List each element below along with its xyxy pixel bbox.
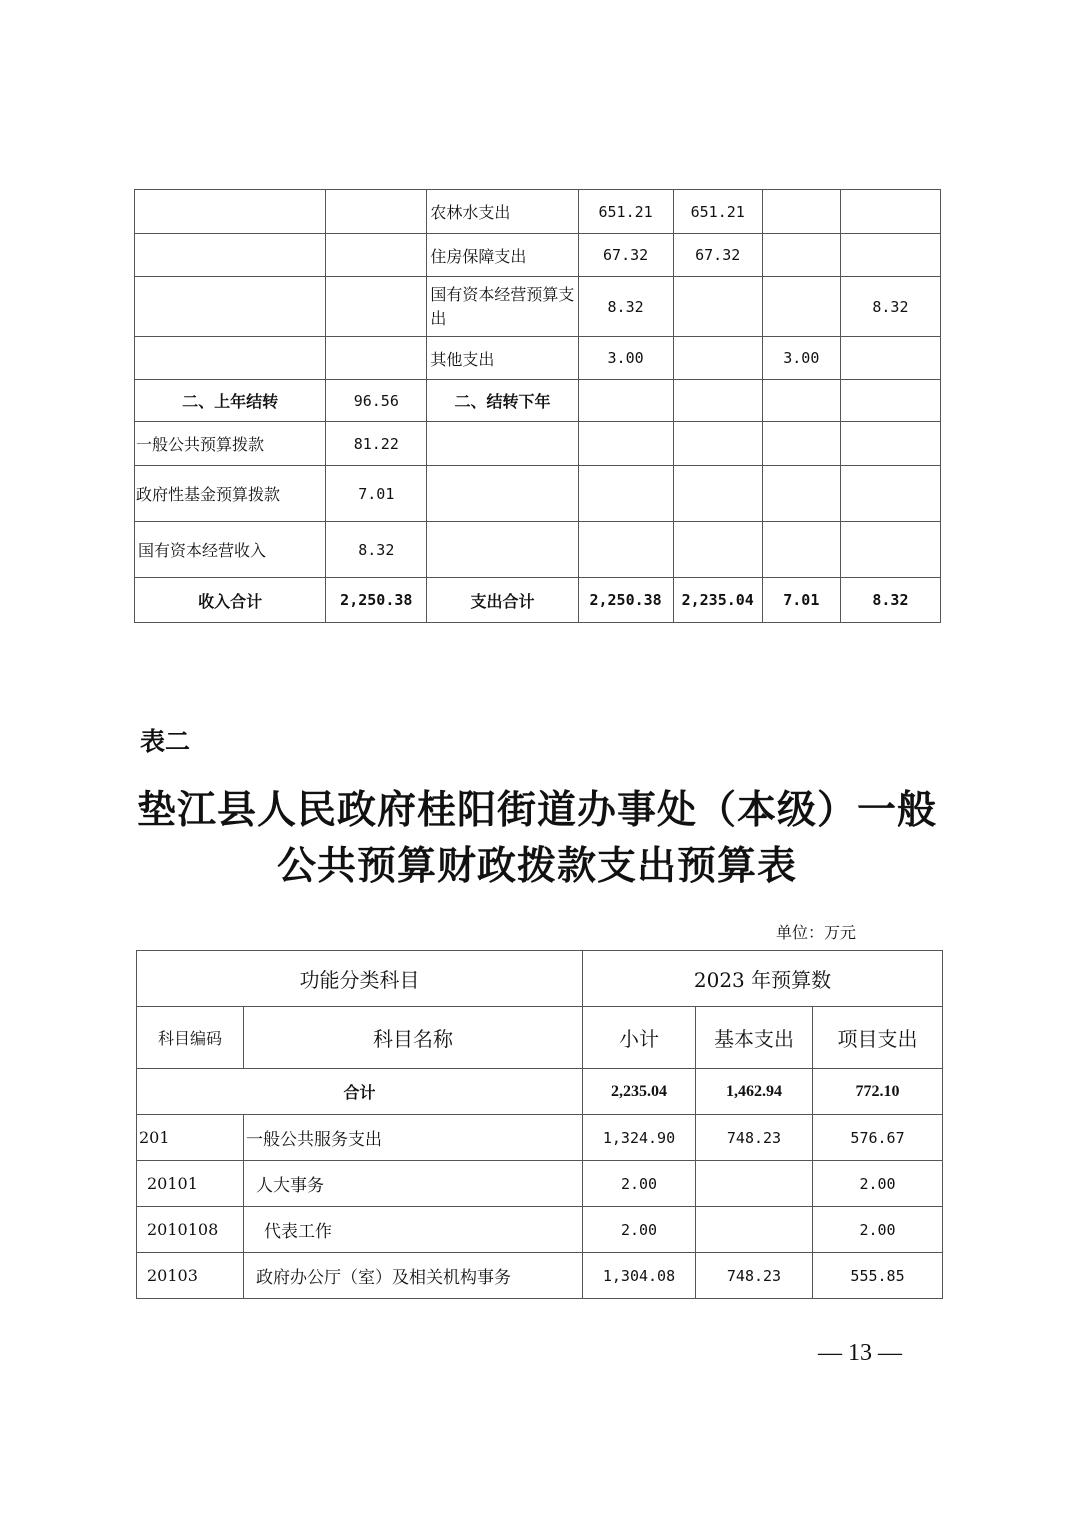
row-project: 2.00 (813, 1207, 943, 1253)
table-cell: 其他支出 (427, 337, 578, 380)
table-cell: 住房保障支出 (427, 234, 578, 277)
row-basic (696, 1207, 813, 1253)
total-label: 合计 (137, 1069, 583, 1115)
table-row (137, 1207, 943, 1253)
table-cell (840, 190, 940, 234)
table-cell: 8.32 (840, 277, 940, 337)
table-cell: 国有资本经营收入 (135, 522, 326, 578)
header-row-group (137, 951, 943, 1007)
table-cell (762, 277, 840, 337)
table-cell (840, 522, 940, 578)
table-cell: 2,235.04 (673, 578, 762, 623)
table-cell (840, 234, 940, 277)
row-name: 代表工作 (244, 1207, 583, 1253)
table-cell: 8.32 (326, 522, 427, 578)
table-cell: 二、结转下年 (427, 380, 578, 422)
row-code: 2010108 (137, 1207, 244, 1253)
title-line-1: 垫江县人民政府桂阳街道办事处（本级）一般 (136, 787, 937, 833)
budget-expenditure-table (136, 950, 943, 1299)
table-cell (135, 337, 326, 380)
table-cell (578, 422, 673, 466)
table-cell (762, 380, 840, 422)
table-cell (673, 522, 762, 578)
header-name: 科目名称 (244, 1007, 583, 1069)
table-cell (326, 190, 427, 234)
header-row-columns (137, 1007, 943, 1069)
table-cell (673, 380, 762, 422)
row-name: 政府办公厅（室）及相关机构事务 (244, 1253, 583, 1299)
row-project: 555.85 (813, 1253, 943, 1299)
table-cell: 67.32 (673, 234, 762, 277)
total-subtotal: 2,235.04 (583, 1069, 696, 1115)
table-row-total (137, 1069, 943, 1115)
table-cell: 2,250.38 (326, 578, 427, 623)
row-name: 一般公共服务支出 (244, 1115, 583, 1161)
table-cell: 96.56 (326, 380, 427, 422)
table-cell (840, 466, 940, 522)
table-row (135, 466, 941, 522)
table-cell (135, 277, 326, 337)
total-basic: 1,462.94 (696, 1069, 813, 1115)
table-cell: 651.21 (578, 190, 673, 234)
table-cell (840, 380, 940, 422)
total-project: 772.10 (813, 1069, 943, 1115)
table-cell (762, 522, 840, 578)
table-cell: 651.21 (673, 190, 762, 234)
table-cell (326, 337, 427, 380)
row-code: 20103 (137, 1253, 244, 1299)
table-cell: 67.32 (578, 234, 673, 277)
page-title (120, 782, 954, 894)
table-cell (578, 522, 673, 578)
table-cell (673, 277, 762, 337)
table-row (135, 337, 941, 380)
title-line-2: 公共预算财政拨款支出预算表 (276, 843, 797, 889)
table-cell (427, 422, 578, 466)
table-cell: 7.01 (326, 466, 427, 522)
header-code: 科目编码 (137, 1007, 244, 1069)
row-subtotal: 1,304.08 (583, 1253, 696, 1299)
table-row-total (135, 578, 941, 623)
table-cell (673, 337, 762, 380)
table-cell: 农林水支出 (427, 190, 578, 234)
table-cell: 政府性基金预算拨款 (135, 466, 326, 522)
table-cell: 3.00 (762, 337, 840, 380)
table-cell (762, 190, 840, 234)
table-cell: 一般公共预算拨款 (135, 422, 326, 466)
table-cell (840, 337, 940, 380)
header-basic: 基本支出 (696, 1007, 813, 1069)
table-cell (762, 234, 840, 277)
income-expense-table (134, 189, 941, 623)
table-cell (578, 466, 673, 522)
table-row (135, 380, 941, 422)
table-row (135, 422, 941, 466)
table-cell: 7.01 (762, 578, 840, 623)
table-cell (762, 466, 840, 522)
header-budget-year: 2023 年预算数 (583, 951, 943, 1007)
table-cell (326, 277, 427, 337)
table-cell: 8.32 (840, 578, 940, 623)
header-functional-category: 功能分类科目 (137, 951, 583, 1007)
row-basic: 748.23 (696, 1115, 813, 1161)
table-cell: 81.22 (326, 422, 427, 466)
row-basic: 748.23 (696, 1253, 813, 1299)
table-cell: 收入合计 (135, 578, 326, 623)
table-row (137, 1253, 943, 1299)
table-cell (840, 422, 940, 466)
table-cell (427, 522, 578, 578)
table-cell (427, 466, 578, 522)
table-row (135, 277, 941, 337)
table-cell (326, 234, 427, 277)
table-label: 表二 (140, 727, 191, 756)
unit-note: 单位：万元 (776, 923, 857, 942)
page-number: — 13 — (818, 1340, 902, 1366)
table-cell: 国有资本经营预算支出 (427, 277, 578, 337)
row-code: 201 (137, 1115, 244, 1161)
table-cell: 2,250.38 (578, 578, 673, 623)
table-cell (135, 234, 326, 277)
row-project: 576.67 (813, 1115, 943, 1161)
row-project: 2.00 (813, 1161, 943, 1207)
table-row (135, 234, 941, 277)
table-row (135, 190, 941, 234)
row-name: 人大事务 (244, 1161, 583, 1207)
table-cell (673, 466, 762, 522)
row-code: 20101 (137, 1161, 244, 1207)
row-subtotal: 1,324.90 (583, 1115, 696, 1161)
row-subtotal: 2.00 (583, 1207, 696, 1253)
table-cell (762, 422, 840, 466)
table-cell (135, 190, 326, 234)
table-cell (673, 422, 762, 466)
table-cell: 3.00 (578, 337, 673, 380)
header-subtotal: 小计 (583, 1007, 696, 1069)
table-cell: 支出合计 (427, 578, 578, 623)
table-row (137, 1161, 943, 1207)
row-subtotal: 2.00 (583, 1161, 696, 1207)
table-cell (578, 380, 673, 422)
table-row (137, 1115, 943, 1161)
table-cell: 二、上年结转 (135, 380, 326, 422)
row-basic (696, 1161, 813, 1207)
table-cell: 8.32 (578, 277, 673, 337)
header-project: 项目支出 (813, 1007, 943, 1069)
table-row (135, 522, 941, 578)
